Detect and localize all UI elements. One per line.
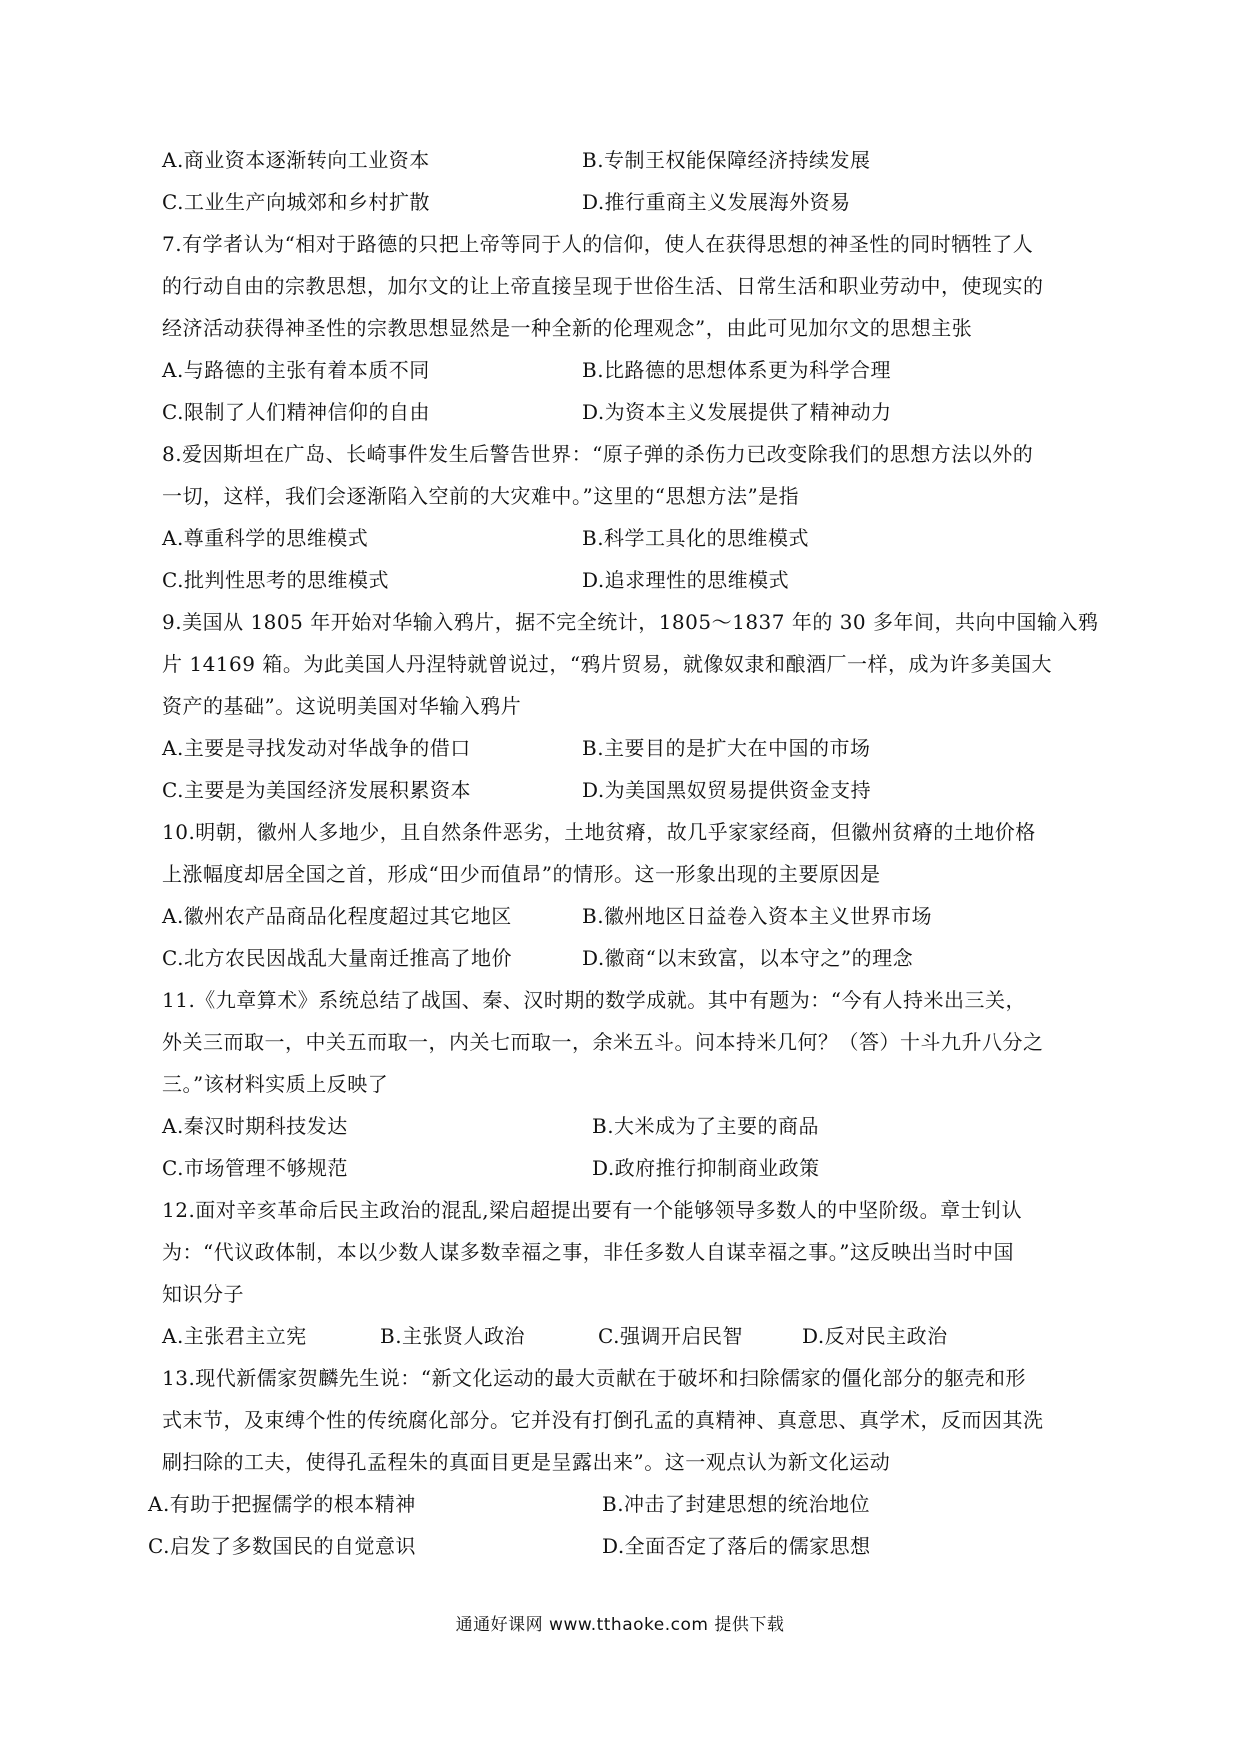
q7-option-b: B.比路德的思想体系更为科学合理 <box>582 358 892 382</box>
q11-stem-line-2: 外关三而取一，中关五而取一，内关七而取一，余米五斗。问本持米几何？（答）十斗九升八分之 <box>162 1030 1044 1054</box>
q13-option-c: C.启发了多数国民的自觉意识 <box>148 1534 416 1558</box>
q11-stem-line-3: 三。”该材料实质上反映了 <box>162 1072 389 1096</box>
q11-option-b: B.大米成为了主要的商品 <box>592 1114 820 1138</box>
q11-option-c: C.市场管理不够规范 <box>162 1156 348 1180</box>
q7-stem-line-3: 经济活动获得神圣性的宗教思想显然是一种全新的伦理观念”，由此可见加尔文的思想主张 <box>162 316 973 340</box>
q10-option-d: D.徽商“以末致富，以本守之”的理念 <box>582 946 914 970</box>
q11-option-d: D.政府推行抑制商业政策 <box>592 1156 820 1180</box>
q12-option-a: A.主张君主立宪 <box>162 1324 307 1348</box>
q13-option-d: D.全面否定了落后的儒家思想 <box>602 1534 871 1558</box>
q8-option-b: B.科学工具化的思维模式 <box>582 526 810 550</box>
q6-option-b: B.专制王权能保障经济持续发展 <box>582 148 871 172</box>
q6-option-d: D.推行重商主义发展海外资易 <box>582 190 851 214</box>
q12-stem-line-2: 为：“代议政体制，本以少数人谋多数幸福之事，非任多数人自谋幸福之事。”这反映出当时中国 <box>162 1240 1014 1264</box>
q13-stem-line-1: 13.现代新儒家贺麟先生说：“新文化运动的最大贡献在于破坏和扫除儒家的僵化部分的躯壳和形 <box>162 1366 1027 1390</box>
q13-option-a: A.有助于把握儒学的根本精神 <box>148 1492 416 1516</box>
q10-option-b: B.徽州地区日益卷入资本主义世界市场 <box>582 904 933 928</box>
q11-option-a: A.秦汉时期科技发达 <box>162 1114 348 1138</box>
q10-option-c: C.北方农民因战乱大量南迁推高了地价 <box>162 946 512 970</box>
q11-stem-line-1: 11.《九章算术》系统总结了战国、秦、汉时期的数学成就。其中有题为：“今有人持米出三关， <box>162 988 1027 1012</box>
q7-option-d: D.为资本主义发展提供了精神动力 <box>582 400 892 424</box>
q9-option-a: A.主要是寻找发动对华战争的借口 <box>162 736 471 760</box>
q9-stem-line-2: 片 14169 箱。为此美国人丹涅特就曾说过，“鸦片贸易，就像奴隶和酿酒厂一样，成为许多美国大 <box>162 652 1053 676</box>
q10-option-a: A.徽州农产品商品化程度超过其它地区 <box>162 904 512 928</box>
q13-stem-line-3: 刷扫除的工夫，使得孔孟程朱的真面目更是呈露出来”。这一观点认为新文化运动 <box>162 1450 891 1474</box>
q13-stem-line-2: 式末节，及束缚个性的传统腐化部分。它并没有打倒孔孟的真精神、真意思、真学术，反而因其洗 <box>162 1408 1044 1432</box>
q7-stem-line-2: 的行动自由的宗教思想，加尔文的让上帝直接呈现于世俗生活、日常生活和职业劳动中，使现实的 <box>162 274 1044 298</box>
q10-stem-line-2: 上涨幅度却居全国之首，形成“田少而值昂”的情形。这一形象出现的主要原因是 <box>162 862 881 886</box>
q9-stem-line-3: 资产的基础”。这说明美国对华输入鸦片 <box>162 694 522 718</box>
page-footer: 通通好课网 www.tthaoke.com 提供下载 <box>455 1615 785 1635</box>
q8-option-d: D.追求理性的思维模式 <box>582 568 790 592</box>
q8-stem-line-2: 一切，这样，我们会逐渐陷入空前的大灾难中。”这里的“思想方法”是指 <box>162 484 800 508</box>
q12-option-c: C.强调开启民智 <box>598 1324 743 1348</box>
q7-option-c: C.限制了人们精神信仰的自由 <box>162 400 430 424</box>
q13-option-b: B.冲击了封建思想的统治地位 <box>602 1492 871 1516</box>
q8-option-c: C.批判性思考的思维模式 <box>162 568 389 592</box>
q6-option-c: C.工业生产向城郊和乡村扩散 <box>162 190 430 214</box>
q9-stem-line-1: 9.美国从 1805 年开始对华输入鸦片，据不完全统计，1805～1837 年的 30 多年间，共向中国输入鸦 <box>162 610 1099 634</box>
q8-option-a: A.尊重科学的思维模式 <box>162 526 369 550</box>
q8-stem-line-1: 8.爱因斯坦在广岛、长崎事件发生后警告世界：“原子弹的杀伤力已改变除我们的思想方法以外的 <box>162 442 1034 466</box>
q9-option-c: C.主要是为美国经济发展积累资本 <box>162 778 471 802</box>
q7-stem-line-1: 7.有学者认为“相对于路德的只把上帝等同于人的信仰，使人在获得思想的神圣性的同时牺牲了人 <box>162 232 1034 256</box>
q12-option-d: D.反对民主政治 <box>802 1324 948 1348</box>
q12-stem-line-3: 知识分子 <box>162 1282 244 1306</box>
q10-stem-line-1: 10.明朝，徽州人多地少，且自然条件恶劣，土地贫瘠，故几乎家家经商，但徽州贫瘠的土地价格 <box>162 820 1036 844</box>
q6-option-a: A.商业资本逐渐转向工业资本 <box>162 148 430 172</box>
q12-option-b: B.主张贤人政治 <box>380 1324 526 1348</box>
q9-option-b: B.主要目的是扩大在中国的市场 <box>582 736 871 760</box>
q12-stem-line-1: 12.面对辛亥革命后民主政治的混乱,梁启超提出要有一个能够领导多数人的中坚阶级。章士钊认 <box>162 1198 1023 1222</box>
q9-option-d: D.为美国黑奴贸易提供资金支持 <box>582 778 872 802</box>
q7-option-a: A.与路德的主张有着本质不同 <box>162 358 430 382</box>
